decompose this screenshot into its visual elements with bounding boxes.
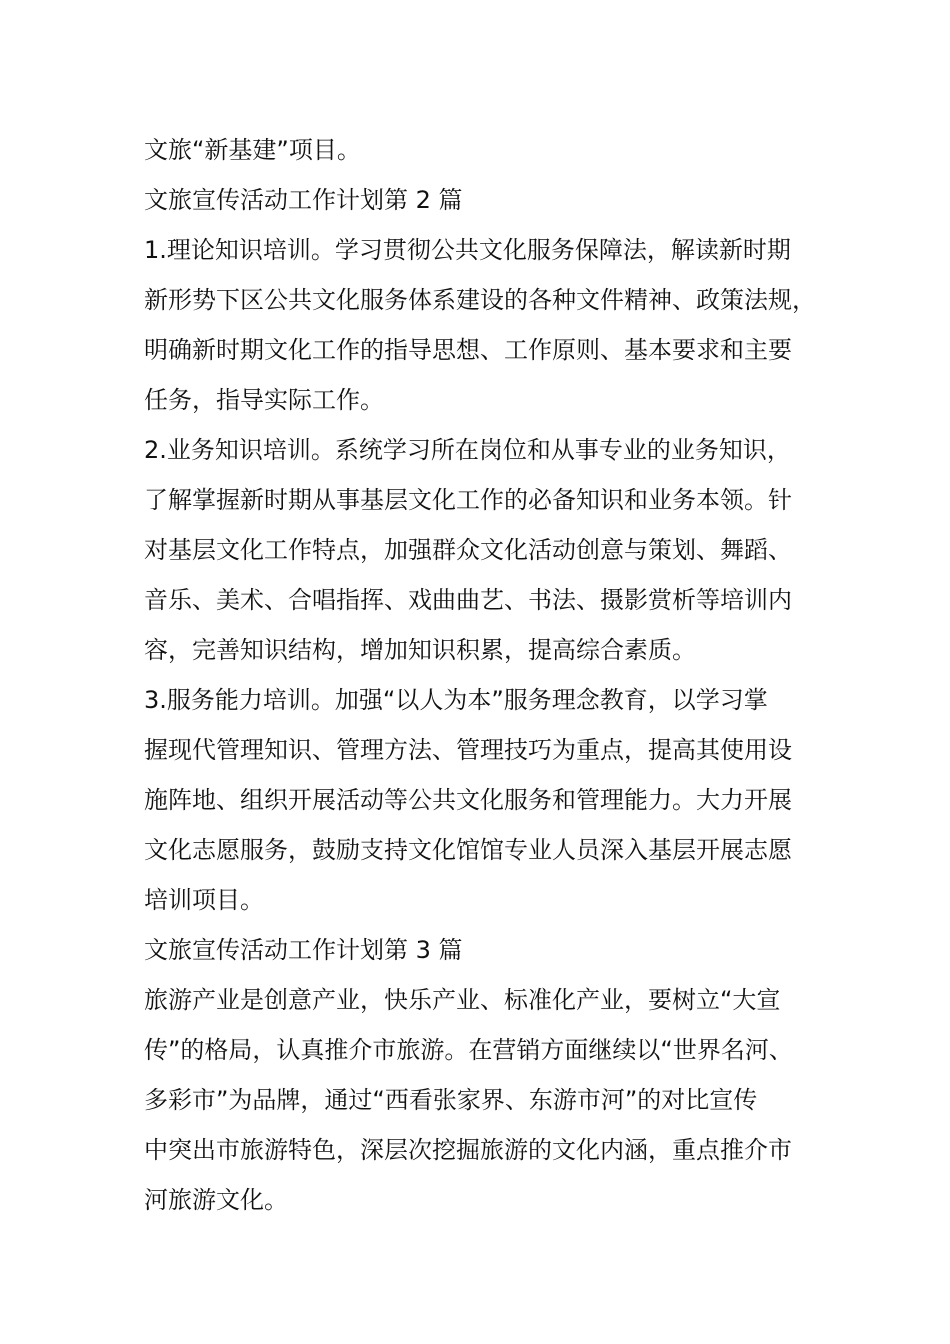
text-line: 多彩市”为品牌，通过“西看张家界、东游市河”的对比宣传 <box>144 1086 758 1114</box>
text-line: 河旅游文化。 <box>144 1186 288 1214</box>
text-line: 对基层文化工作特点，加强群众文化活动创意与策划、舞蹈、 <box>144 536 792 564</box>
text-line: 旅游产业是创意产业，快乐产业、标准化产业，要树立“大宣 <box>144 986 781 1014</box>
text-line: 容，完善知识结构，增加知识积累，提高综合素质。 <box>144 636 696 664</box>
text-line: 明确新时期文化工作的指导思想、工作原则、基本要求和主要 <box>144 336 792 364</box>
text-line: 了解掌握新时期从事基层文化工作的必备知识和业务本领。针 <box>144 486 792 514</box>
text-line: 文旅“新基建”项目。 <box>144 136 361 164</box>
text-line: 文化志愿服务，鼓励支持文化馆馆专业人员深入基层开展志愿 <box>144 836 792 864</box>
text-line: 中突出市旅游特色，深层次挖掘旅游的文化内涵，重点推介市 <box>144 1136 792 1164</box>
text-line: 握现代管理知识、管理方法、管理技巧为重点，提高其使用设 <box>144 736 792 764</box>
text-line: 音乐、美术、合唱指挥、戏曲曲艺、书法、摄影赏析等培训内 <box>144 586 792 614</box>
document-body <box>144 125 844 1225</box>
text-line: 新形势下区公共文化服务体系建设的各种文件精神、政策法规， <box>144 286 816 314</box>
heading-line: 文旅宣传活动工作计划第 2 篇 <box>144 186 463 214</box>
text-line: 培训项目。 <box>144 886 264 914</box>
section-heading-part-3 <box>144 925 844 975</box>
text-line: 2.业务知识培训。系统学习所在岗位和从事专业的业务知识， <box>144 436 791 464</box>
paragraph-intro-tail <box>144 125 844 175</box>
paragraph-business-training <box>144 425 844 675</box>
text-line: 1.理论知识培训。学习贯彻公共文化服务保障法，解读新时期 <box>144 236 791 264</box>
text-line: 施阵地、组织开展活动等公共文化服务和管理能力。大力开展 <box>144 786 792 814</box>
section-heading-part-2 <box>144 175 844 225</box>
text-line: 3.服务能力培训。加强“以人为本”服务理念教育，以学习掌 <box>144 686 768 714</box>
text-line: 传”的格局，认真推介市旅游。在营销方面继续以“世界名河、 <box>144 1036 793 1064</box>
paragraph-tourism-promotion <box>144 975 844 1225</box>
text-line: 任务，指导实际工作。 <box>144 386 384 414</box>
paragraph-theory-training <box>144 225 844 425</box>
paragraph-service-training <box>144 675 844 925</box>
heading-line: 文旅宣传活动工作计划第 3 篇 <box>144 936 463 964</box>
